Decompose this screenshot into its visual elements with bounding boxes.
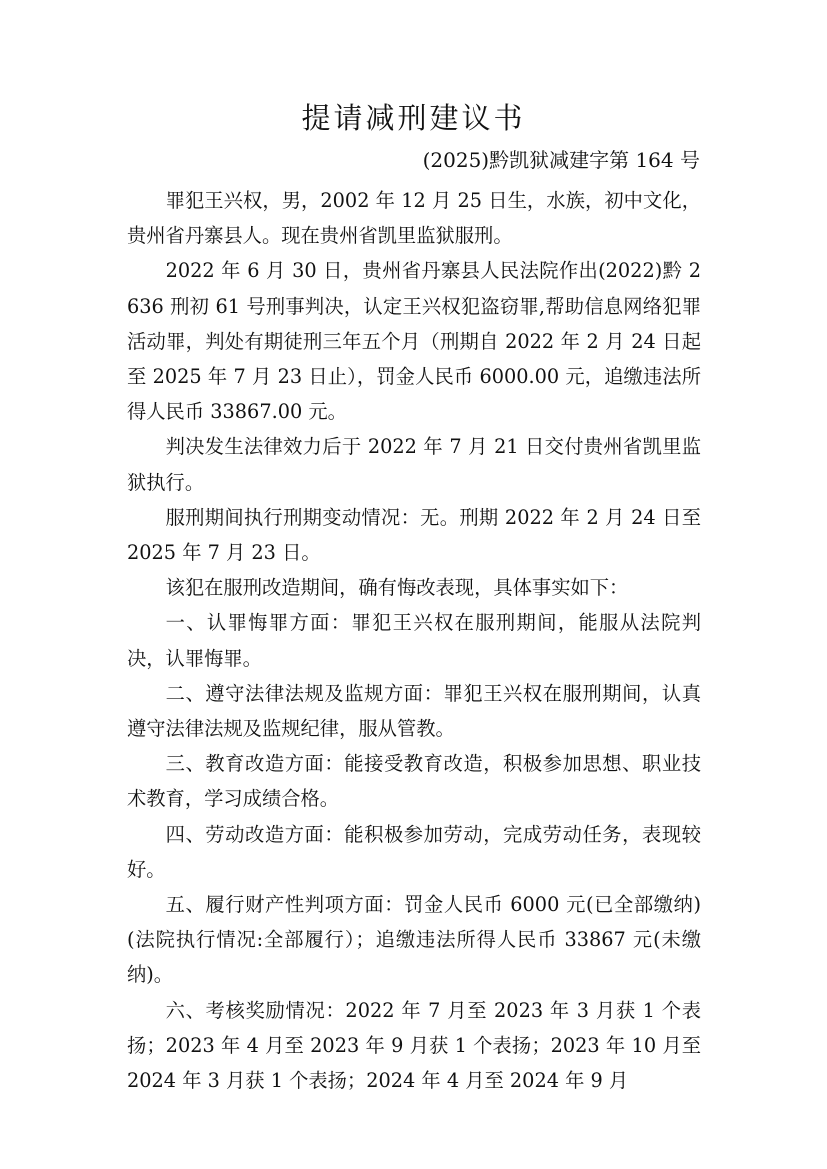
paragraph-prisoner-info: 罪犯王兴权，男，2002 年 12 月 25 日生，水族，初中文化，贵州省丹寨县人。现在贵州省凯里监狱服刑。 xyxy=(127,189,701,248)
paragraph-term-change: 服刑期间执行刑期变动情况：无。刑期 2022 年 2 月 24 日至 2025 年 7 月 23 日。 xyxy=(127,505,701,565)
document-title: 提请减刑建议书 xyxy=(301,101,526,135)
paragraph-repentance-intro: 该犯在服刑改造期间，确有悔改表现，具体事实如下： xyxy=(165,576,629,600)
paragraph-delivery: 判决发生法律效力后于 2022 年 7 月 21 日交付贵州省凯里监狱执行。 xyxy=(127,435,701,494)
paragraph-education: 三、教育改造方面：能接受教育改造，积极参加思想、职业技术教育，学习成绩合格。 xyxy=(127,752,701,811)
paragraph-labor: 四、劳动改造方面：能积极参加劳动，完成劳动任务，表现较好。 xyxy=(127,822,701,881)
paragraph-rule-compliance: 二、遵守法律法规及监规方面：罪犯王兴权在服刑期间，认真遵守法律法规及监规纪律，服从管教。 xyxy=(127,681,701,741)
paragraph-judgment: 2022 年 6 月 30 日，贵州省丹寨县人民法院作出(2022)黔 2636 刑初 61 号刑事判决，认定王兴权犯盗窃罪,帮助信息网络犯罪活动罪，判处有期徒刑三年五个月（刑期自 2022 年 2 月 24 日起至 2025 年 7 月 23 日止），罚金人民币 6000.00 元，追缴违法所得人民币 33867.00 元。 xyxy=(127,259,701,424)
document-body xyxy=(127,183,701,1098)
document-number: (2025)黔凯狱减建字第 164 号 xyxy=(422,148,700,172)
paragraph-guilt-admission: 一、认罪悔罪方面：罪犯王兴权在服刑期间，能服从法院判决，认罪悔罪。 xyxy=(127,611,701,670)
paragraph-rewards: 六、考核奖励情况：2022 年 7 月至 2023 年 3 月获 1 个表扬；2023 年 4 月至 2023 年 9 月获 1 个表扬；2023 年 10 月至 2024 年 3 月获 1 个表扬；2024 年 4 月至 2024 年 9 月 xyxy=(127,998,701,1093)
paragraph-property-judgment: 五、履行财产性判项方面：罚金人民币 6000 元(已全部缴纳)(法院执行情况:全部履行）；追缴违法所得人民币 33867 元(未缴纳)。 xyxy=(127,893,701,987)
